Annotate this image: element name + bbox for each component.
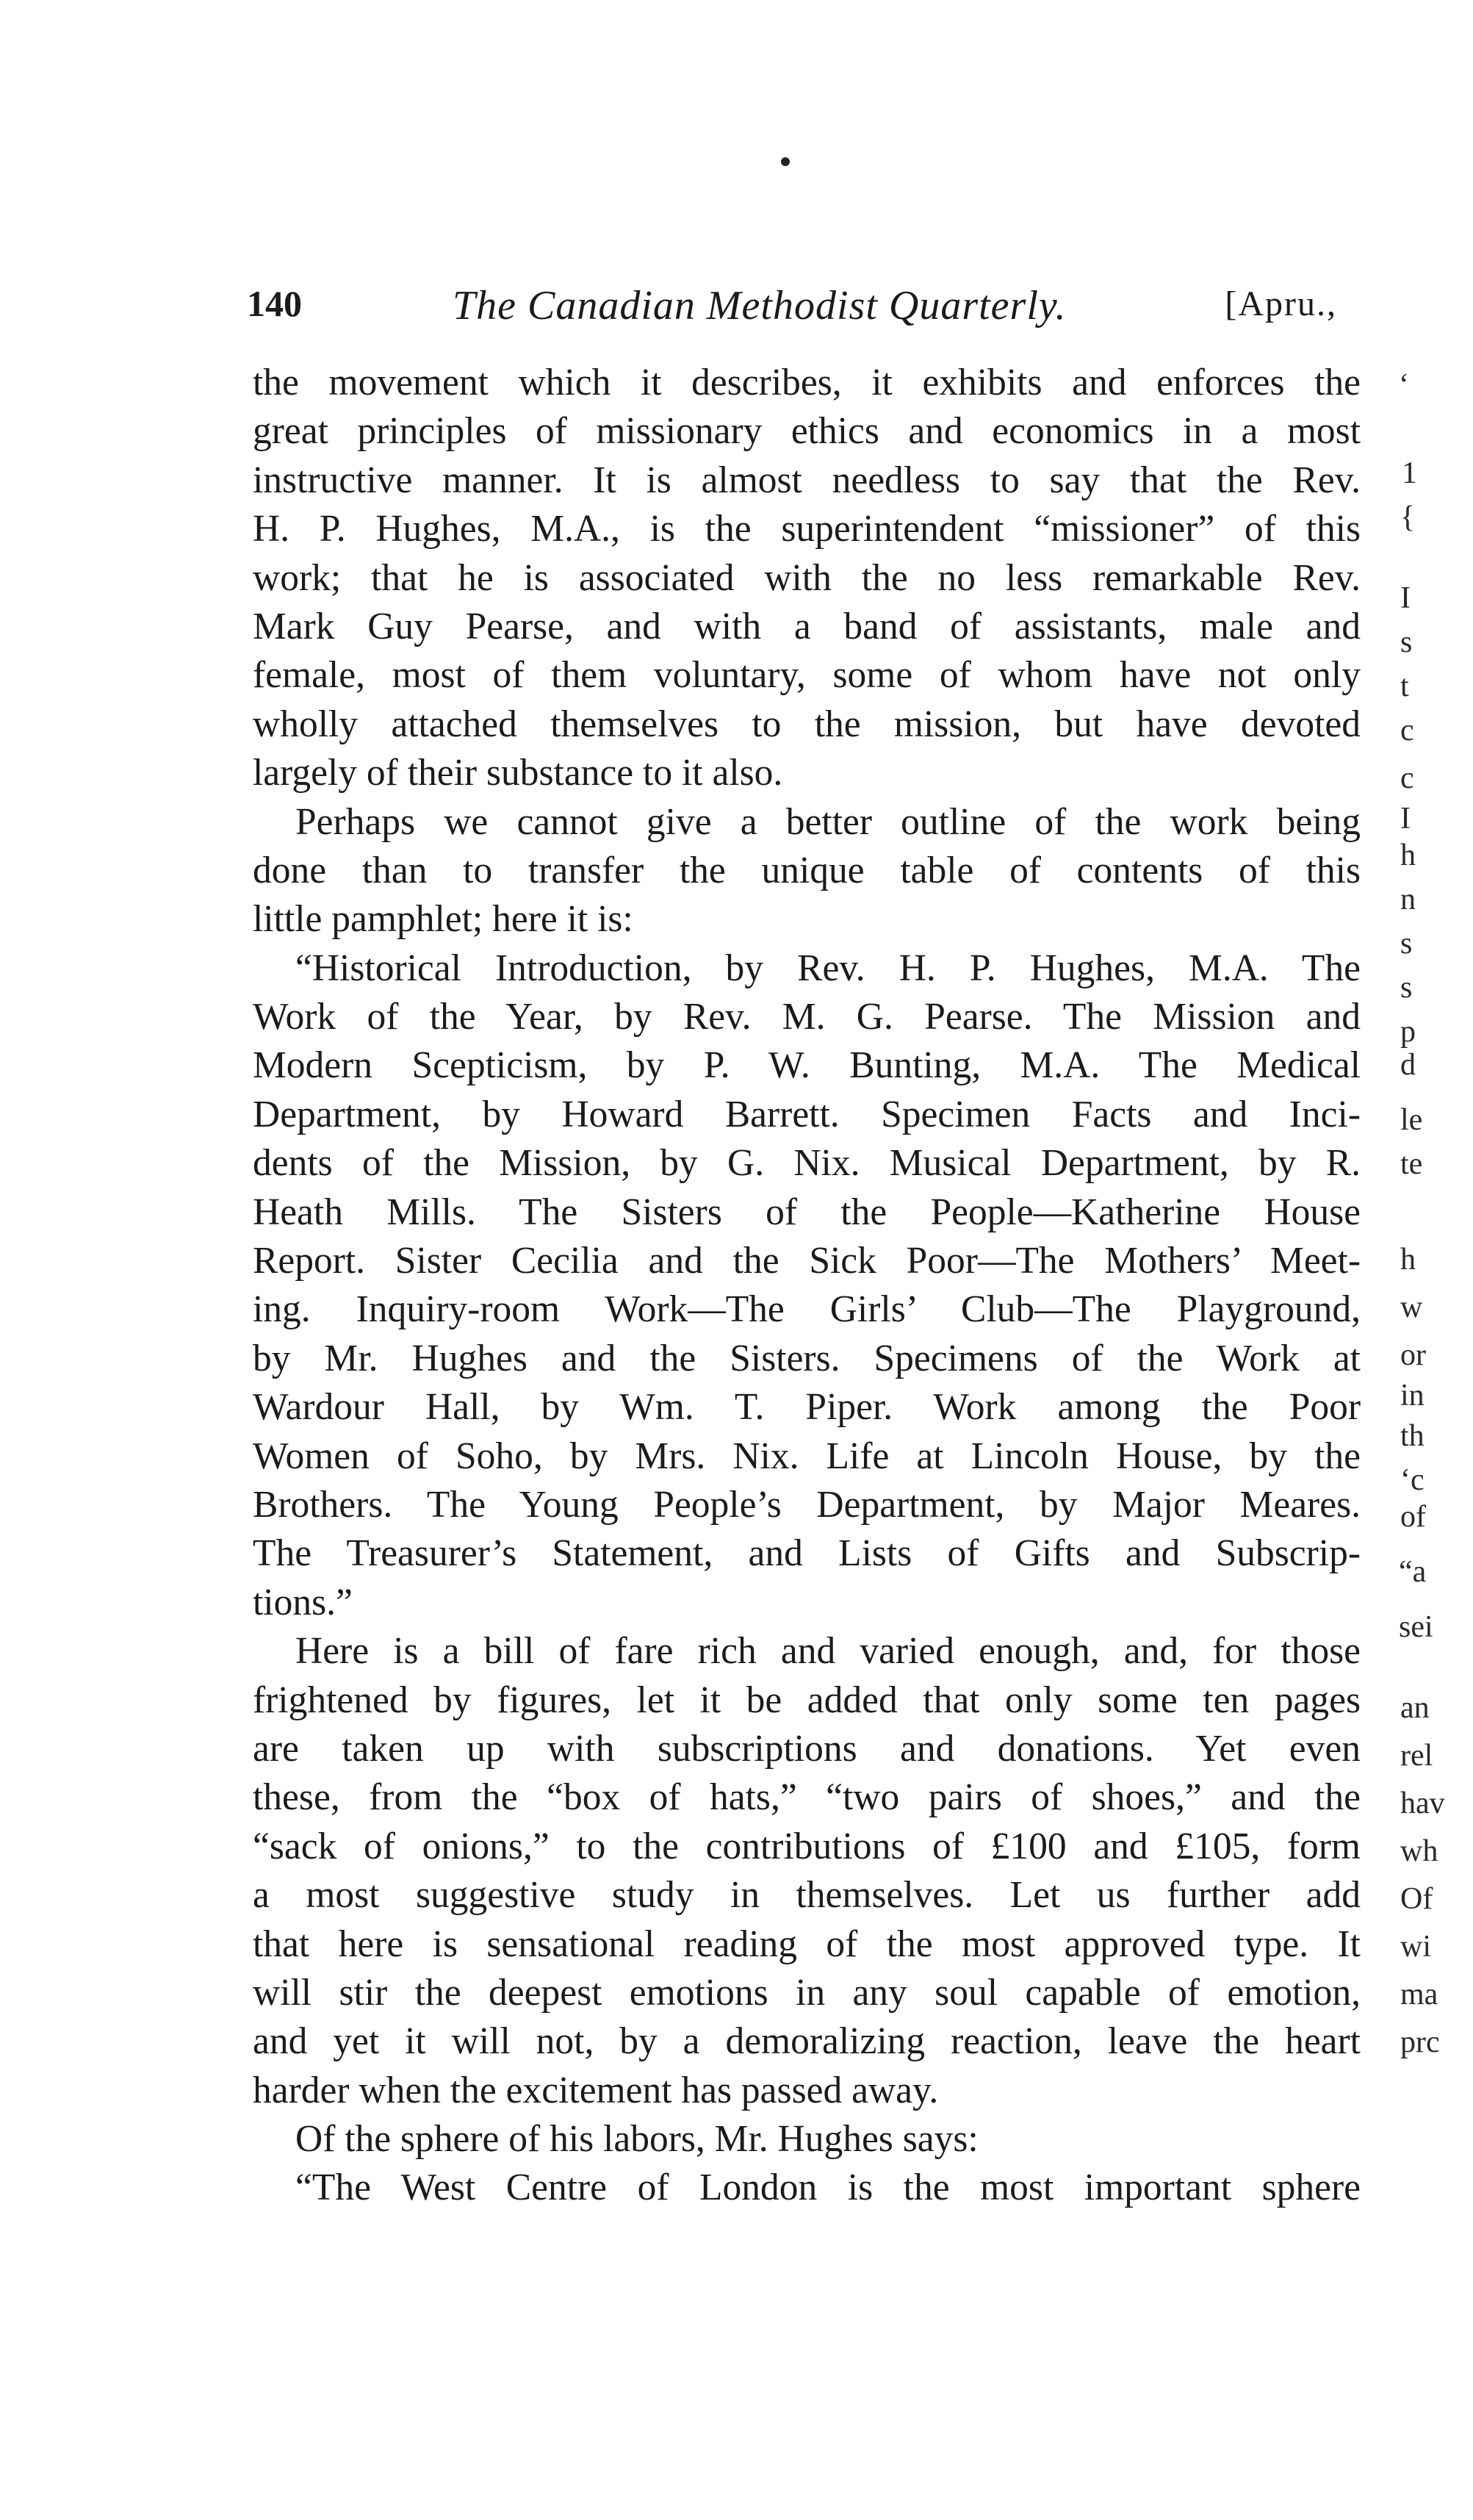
text-line: female, most of them voluntary, some of whom have not only <box>253 654 1361 697</box>
text-line: largely of their substance to it also. <box>253 752 783 794</box>
page-number: 140 <box>247 283 302 324</box>
text-line: by Mr. Hughes and the Sisters. Specimens of the Work at <box>253 1337 1361 1379</box>
text-line: these, from the “box of hats,” “two pairs of shoes,” and the <box>253 1776 1361 1819</box>
margin-fragment: h <box>1400 1243 1416 1277</box>
text-line: frightened by figures, let it be added that only some ten pages <box>253 1679 1361 1721</box>
text-line: Department, by Howard Barrett. Specimen Facts and Inci- <box>253 1093 1361 1135</box>
text-line: and yet it will not, by a demoralizing reaction, leave the heart <box>253 2020 1361 2063</box>
margin-fragment: I <box>1400 581 1411 615</box>
text-line: dents of the Mission, by G. Nix. Musical Department, by R. <box>253 1142 1361 1185</box>
margin-fragment: or <box>1400 1338 1426 1372</box>
quote-start: “The West Centre of London is the most important sphere <box>295 2167 1361 2209</box>
text-line: Work of the Year, by Rev. M. G. Pearse. The Mission and <box>253 996 1361 1038</box>
margin-fragment: s <box>1400 927 1413 961</box>
margin-fragment: “a <box>1399 1555 1427 1589</box>
text-line: Report. Sister Cecilia and the Sick Poor—The Mothers’ Meet- <box>253 1240 1361 1282</box>
margin-fragment: of <box>1400 1500 1426 1534</box>
page-header <box>247 282 1337 341</box>
margin-fragment: s <box>1400 625 1413 659</box>
margin-fragment: wi <box>1400 1930 1431 1964</box>
ink-dot-mark <box>781 157 790 166</box>
margin-fragment: ‘ <box>1399 368 1409 402</box>
text-line: little pamphlet; here it is: <box>253 898 633 941</box>
margin-fragment: sei <box>1399 1610 1433 1644</box>
text-line: The Treasurer’s Statement, and Lists of Gifts and Subscrip- <box>253 1532 1361 1575</box>
margin-fragment: n <box>1400 883 1416 916</box>
margin-fragment: in <box>1400 1379 1425 1412</box>
running-month: [Apru., <box>1225 284 1337 323</box>
margin-fragment: Of <box>1400 1882 1433 1916</box>
text-line: are taken up with subscriptions and donations. Yet even <box>253 1727 1361 1770</box>
quote-start: “Historical Introduction, by Rev. H. P. Hughes, M.A. The <box>295 947 1361 989</box>
text-line: Mark Guy Pearse, and with a band of assistants, male and <box>253 605 1361 647</box>
paragraph-start: Here is a bill of fare rich and varied enough, and, for those <box>295 1630 1361 1673</box>
running-title: The Canadian Methodist Quarterly. <box>453 283 1067 329</box>
margin-fragment: s <box>1400 971 1413 1005</box>
text-line: ing. Inquiry-room Work—The Girls’ Club—The Playground, <box>253 1288 1361 1331</box>
text-line: done than to transfer the unique table of contents of this <box>253 849 1361 891</box>
margin-fragment: { <box>1400 500 1416 534</box>
margin-fragment: I <box>1400 802 1411 836</box>
text-line: instructive manner. It is almost needless to say that the Rev. <box>253 459 1361 501</box>
text-line: a most suggestive study in themselves. Let us further add <box>253 1874 1361 1917</box>
paragraph-start: Of the sphere of his labors, Mr. Hughes says: <box>295 2118 979 2161</box>
margin-fragment: th <box>1400 1419 1425 1453</box>
text-line: the movement which it describes, it exhibits and enforces the <box>253 362 1361 403</box>
margin-fragment: d <box>1400 1048 1416 1082</box>
text-line: H. P. Hughes, M.A., is the superintendent “missioner” of this <box>253 508 1361 550</box>
margin-fragment: c <box>1400 761 1414 795</box>
margin-fragment: hav <box>1400 1787 1445 1820</box>
text-line: that here is sensational reading of the most approved type. It <box>253 1923 1361 1965</box>
text-line: work; that he is associated with the no less remarkable Rev. <box>253 556 1361 599</box>
article-body <box>253 359 1361 2213</box>
margin-fragment: w <box>1400 1290 1423 1324</box>
margin-fragment: te <box>1400 1147 1423 1181</box>
text-line: “sack of onions,” to the contributions of £100 and £105, form <box>253 1825 1361 1867</box>
margin-fragment: le <box>1400 1103 1423 1137</box>
text-line: wholly attached themselves to the mission, but have devoted <box>253 703 1361 745</box>
text-line: will stir the deepest emotions in any soul capable of emotion, <box>253 1971 1361 2014</box>
margin-fragment: h <box>1400 839 1416 872</box>
margin-fragment: prc <box>1400 2025 1440 2059</box>
margin-fragment: ma <box>1400 1978 1438 2011</box>
margin-fragment: wh <box>1400 1834 1438 1868</box>
text-line: Wardour Hall, by Wm. T. Piper. Work among the Poor <box>253 1386 1361 1429</box>
margin-fragment: ‘c <box>1400 1463 1425 1497</box>
margin-fragment: 1 <box>1402 456 1417 490</box>
margin-fragment: p <box>1400 1015 1416 1049</box>
text-line: Women of Soho, by Mrs. Nix. Life at Lincoln House, by the <box>253 1435 1361 1477</box>
margin-fragment: t <box>1400 670 1409 703</box>
text-line: harder when the excitement has passed away. <box>253 2069 939 2111</box>
text-line: tions.” <box>253 1581 353 1623</box>
paragraph-start: Perhaps we cannot give a better outline of the work being <box>295 800 1361 843</box>
facing-page-margin <box>1389 367 1469 2499</box>
margin-fragment: an <box>1400 1691 1430 1725</box>
text-line: Modern Scepticism, by P. W. Bunting, M.A. The Medical <box>253 1044 1361 1087</box>
text-line: Brothers. The Young People’s Department, by Major Meares. <box>253 1483 1361 1526</box>
margin-fragment: c <box>1400 714 1414 747</box>
text-line: Heath Mills. The Sisters of the People—Katherine House <box>253 1191 1361 1233</box>
margin-fragment: rel <box>1400 1739 1433 1773</box>
text-line: great principles of missionary ethics and economics in a most <box>253 410 1361 453</box>
